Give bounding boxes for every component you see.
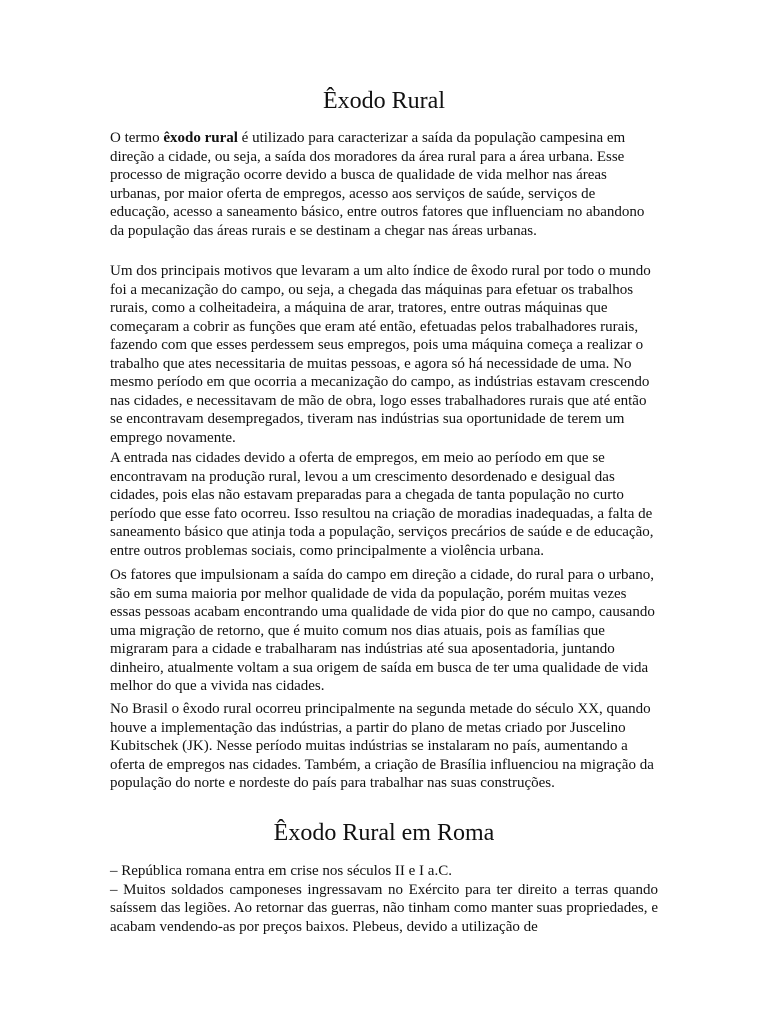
intro-before: O termo (110, 130, 164, 146)
list-item: – República romana entra em crise nos séculos II e I a.C. (110, 863, 452, 879)
section-title-roma: Êxodo Rural em Roma (273, 820, 495, 846)
page-title: Êxodo Rural (323, 88, 445, 114)
intro-after: é utilizado para caracterizar a saída da população campesina em direção a cidade, ou seja, a saída dos moradores da área rural para a área urbana. Esse processo de migração ocorre devido a busca de qualidade de vida melhor nas áreas urbanas, por maior oferta de empregos, acesso aos serviços de saúde, serviços de educação, acesso a saneamento básico, entre outros fatores que influenciam no abandono da população das áreas rurais e se destinam a chegar nas áreas urbanas. (110, 130, 645, 239)
paragraph-brasil: No Brasil o êxodo rural ocorreu principalmente na segunda metade do século XX, quando houve a implementação das indústrias, a partir do plano de metas criado por Juscelino Kubitschek (JK). Nesse período muitas indústrias se instalaram no país, aumentando a oferta de empregos nas cidades. Também, a criação de Brasília influenciou na migração da população do norte e nordeste do país para trabalhar nas suas construções. (110, 701, 654, 791)
roma-list (110, 862, 658, 936)
intro-paragraph (110, 129, 658, 240)
intro-bold-term: êxodo rural (163, 130, 238, 146)
list-item: – Muitos soldados camponeses ingressavam no Exército para ter direito a terras quando saíssem das legiões. Ao retornar das guerras, não tinham como manter suas propriedades, e acabam vendendo-as por preços baixos. Plebeus, devido a utilização de (110, 881, 658, 935)
paragraph-fatores: Os fatores que impulsionam a saída do campo em direção a cidade, do rural para o urbano, são em suma maioria por melhor qualidade de vida da população, porém muitas vezes essas pessoas acabam encontrando uma qualidade de vida pior do que no campo, causando uma migração de retorno, que é muito comum nos dias atuais, pois as famílias que migraram para a cidade e trabalharam nas indústrias até sua aposentadoria, juntando dinheiro, atualmente voltam a sua origem de saída em busca de ter uma qualidade de vida melhor do que a vivida nas cidades. (110, 567, 655, 694)
paragraph-cidades: A entrada nas cidades devido a oferta de empregos, em meio ao período em que se encontravam na produção rural, levou a um crescimento desordenado e desigual das cidades, pois elas não estavam preparadas para a chegada de tanta população no curto período que esse fato ocorreu. Isso resultou na criação de moradias inadequadas, a falta de saneamento básico que atinja toda a população, serviços precários de saúde e de educação, entre outros problemas sociais, como principalmente a violência urbana. (110, 450, 654, 559)
paragraph-mecanizacao: Um dos principais motivos que levaram a um alto índice de êxodo rural por todo o mundo foi a mecanização do campo, ou seja, a chegada das máquinas para efetuar os trabalhos rurais, como a colheitadeira, a máquina de arar, tratores, entre outras máquinas que começaram a cobrir as funções que eram até então, efetuadas pelos trabalhadores rurais, fazendo com que esses perdessem seus empregos, pois uma máquina começa a realizar o trabalho que ates necessitaria de muitas pessoas, e agora só há necessidade de uma. No mesmo período em que ocorria a mecanização do campo, as indústrias estavam crescendo nas cidades, e necessitavam de mão de obra, logo esses trabalhadores rurais que até então se encontravam desempregados, tiveram nas indústrias sua oportunidade de terem um emprego novamente. (110, 263, 651, 446)
